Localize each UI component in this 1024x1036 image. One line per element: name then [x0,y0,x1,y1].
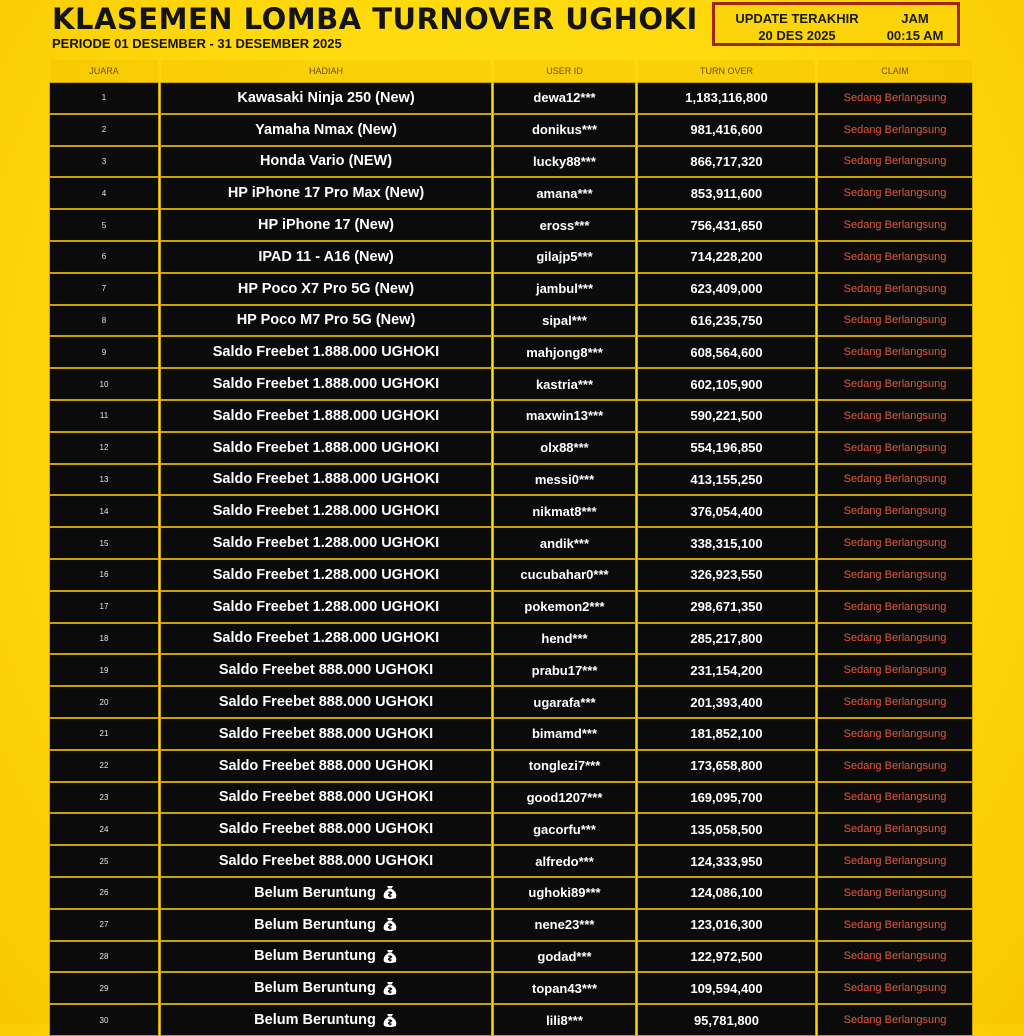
prize-text: Saldo Freebet 1.888.000 UGHOKI [212,407,440,424]
user-id-cell: nikmat8*** [494,496,635,526]
rank-cell: 8 [50,306,158,336]
money-bag-icon [382,981,398,996]
table-row [50,845,972,877]
table-row [50,336,972,368]
claim-status-cell: Sedang Berlangsung [818,242,972,272]
prize-cell [161,369,491,399]
prize-text: Saldo Freebet 1.888.000 UGHOKI [212,344,440,361]
claim-status-cell: Sedang Berlangsung [818,846,972,876]
claim-status-cell: Sedang Berlangsung [818,560,972,590]
prize-cell [161,878,491,908]
table-row [50,654,972,686]
turnover-cell: 122,972,500 [638,942,815,972]
page-title: KLASEMEN LOMBA TURNOVER UGHOKI [52,2,698,36]
turnover-cell: 623,409,000 [638,274,815,304]
column-header-claim: CLAIM [818,60,972,82]
rank-cell: 4 [50,178,158,208]
prize-text: Belum Beruntung [254,884,376,901]
user-id-cell: olx88*** [494,433,635,463]
user-id-cell: cucubahar0*** [494,560,635,590]
turnover-cell: 616,235,750 [638,306,815,336]
claim-status-cell: Sedang Berlangsung [818,814,972,844]
user-id-cell: kastria*** [494,369,635,399]
table-row [50,209,972,241]
prize-text: Honda Vario (NEW) [259,153,393,170]
rank-cell: 25 [50,846,158,876]
time-label: JAM [901,11,929,26]
claim-status-cell: Sedang Berlangsung [818,942,972,972]
rank-cell: 28 [50,942,158,972]
rank-cell: 11 [50,401,158,431]
prize-text: Belum Beruntung [254,916,376,933]
prize-cell [161,274,491,304]
claim-status-cell: Sedang Berlangsung [818,624,972,654]
rank-cell: 27 [50,910,158,940]
rank-cell: 23 [50,783,158,813]
prize-text: HP iPhone 17 (New) [258,217,394,234]
prize-cell [161,687,491,717]
prize-text: Saldo Freebet 1.288.000 UGHOKI [212,630,440,647]
claim-status-cell: Sedang Berlangsung [818,337,972,367]
period-label: PERIODE 01 DESEMBER - 31 DESEMBER 2025 [52,36,342,51]
user-id-cell: bimamd*** [494,719,635,749]
turnover-cell: 590,221,500 [638,401,815,431]
claim-status-cell: Sedang Berlangsung [818,973,972,1003]
prize-cell [161,751,491,781]
claim-status-cell: Sedang Berlangsung [818,178,972,208]
rank-cell: 22 [50,751,158,781]
turnover-cell: 109,594,400 [638,973,815,1003]
column-header-rank: JUARA [50,60,158,82]
claim-status-cell: Sedang Berlangsung [818,306,972,336]
prize-cell [161,496,491,526]
prize-cell [161,242,491,272]
prize-cell [161,846,491,876]
prize-cell [161,783,491,813]
prize-text: Saldo Freebet 1.888.000 UGHOKI [212,376,440,393]
claim-status-cell: Sedang Berlangsung [818,369,972,399]
table-row [50,782,972,814]
leaderboard-table [50,60,972,1028]
rank-cell: 14 [50,496,158,526]
claim-status-cell: Sedang Berlangsung [818,719,972,749]
turnover-cell: 123,016,300 [638,910,815,940]
money-bag-icon [382,917,398,932]
prize-text: Saldo Freebet 1.888.000 UGHOKI [212,439,440,456]
time-value: 00:15 AM [886,28,944,43]
prize-cell [161,910,491,940]
prize-text: Saldo Freebet 888.000 UGHOKI [218,821,434,838]
prize-text: Belum Beruntung [254,980,376,997]
user-id-cell: tonglezi7*** [494,751,635,781]
prize-cell [161,210,491,240]
claim-status-cell: Sedang Berlangsung [818,465,972,495]
table-row [50,909,972,941]
table-row [50,972,972,1004]
table-row [50,146,972,178]
rank-cell: 18 [50,624,158,654]
turnover-cell: 866,717,320 [638,147,815,177]
table-row [50,559,972,591]
table-row [50,591,972,623]
prize-cell [161,560,491,590]
table-row [50,432,972,464]
claim-status-cell: Sedang Berlangsung [818,433,972,463]
prize-cell [161,1005,491,1035]
user-id-cell: ugarafa*** [494,687,635,717]
prize-group [254,980,398,996]
claim-status-cell: Sedang Berlangsung [818,528,972,558]
rank-cell: 17 [50,592,158,622]
user-id-cell: eross*** [494,210,635,240]
prize-text: Kawasaki Ninja 250 (New) [237,89,415,106]
turnover-cell: 231,154,200 [638,655,815,685]
prize-text: IPAD 11 - A16 (New) [258,248,394,265]
table-row [50,368,972,400]
prize-text: Saldo Freebet 1.888.000 UGHOKI [212,471,440,488]
user-id-cell: ughoki89*** [494,878,635,908]
user-id-cell: topan43*** [494,973,635,1003]
column-header-prize: HADIAH [161,60,491,82]
rank-cell: 1 [50,83,158,113]
rank-cell: 19 [50,655,158,685]
table-row [50,305,972,337]
claim-status-cell: Sedang Berlangsung [818,687,972,717]
prize-text: HP Poco X7 Pro 5G (New) [237,280,415,297]
claim-status-cell: Sedang Berlangsung [818,783,972,813]
prize-text: Saldo Freebet 888.000 UGHOKI [218,757,434,774]
prize-cell [161,83,491,113]
prize-cell [161,401,491,431]
turnover-cell: 201,393,400 [638,687,815,717]
prize-text: Saldo Freebet 888.000 UGHOKI [218,694,434,711]
user-id-cell: hend*** [494,624,635,654]
prize-cell [161,942,491,972]
prize-cell [161,592,491,622]
prize-cell [161,306,491,336]
prize-cell [161,465,491,495]
user-id-cell: amana*** [494,178,635,208]
update-info-box [712,2,960,46]
user-id-cell: gacorfu*** [494,814,635,844]
turnover-cell: 602,105,900 [638,369,815,399]
prize-cell [161,178,491,208]
rank-cell: 9 [50,337,158,367]
prize-cell [161,528,491,558]
prize-group [254,1012,398,1028]
rank-cell: 20 [50,687,158,717]
prize-group [254,917,398,933]
prize-text: Belum Beruntung [254,948,376,965]
turnover-cell: 285,217,800 [638,624,815,654]
table-row [50,1004,972,1036]
prize-cell [161,433,491,463]
turnover-cell: 298,671,350 [638,592,815,622]
table-row [50,686,972,718]
prize-text: Saldo Freebet 888.000 UGHOKI [218,662,434,679]
prize-text: Saldo Freebet 1.288.000 UGHOKI [212,598,440,615]
claim-status-cell: Sedang Berlangsung [818,147,972,177]
turnover-cell: 714,228,200 [638,242,815,272]
turnover-cell: 756,431,650 [638,210,815,240]
table-row [50,464,972,496]
update-label: UPDATE TERAKHIR [735,11,859,26]
user-id-cell: sipal*** [494,306,635,336]
turnover-cell: 124,086,100 [638,878,815,908]
rank-cell: 24 [50,814,158,844]
table-row [50,241,972,273]
table-row [50,400,972,432]
user-id-cell: pokemon2*** [494,592,635,622]
rank-cell: 30 [50,1005,158,1035]
prize-text: Saldo Freebet 1.288.000 UGHOKI [212,535,440,552]
user-id-cell: good1207*** [494,783,635,813]
rank-cell: 13 [50,465,158,495]
turnover-cell: 1,183,116,800 [638,83,815,113]
prize-text: Saldo Freebet 888.000 UGHOKI [218,853,434,870]
prize-cell [161,719,491,749]
user-id-cell: jambul*** [494,274,635,304]
table-row [50,623,972,655]
turnover-cell: 169,095,700 [638,783,815,813]
claim-status-cell: Sedang Berlangsung [818,496,972,526]
prize-text: Belum Beruntung [254,1012,376,1028]
turnover-cell: 608,564,600 [638,337,815,367]
prize-text: Yamaha Nmax (New) [255,121,397,138]
claim-status-cell: Sedang Berlangsung [818,655,972,685]
table-row [50,273,972,305]
update-date: 20 DES 2025 [758,28,836,43]
prize-group [254,948,398,964]
rank-cell: 21 [50,719,158,749]
turnover-cell: 338,315,100 [638,528,815,558]
column-header-user-id: USER ID [494,60,635,82]
user-id-cell: godad*** [494,942,635,972]
turnover-cell: 95,781,800 [638,1005,815,1035]
user-id-cell: andik*** [494,528,635,558]
prize-text: Saldo Freebet 1.288.000 UGHOKI [212,566,440,583]
prize-cell [161,655,491,685]
claim-status-cell: Sedang Berlangsung [818,1005,972,1035]
turnover-cell: 181,852,100 [638,719,815,749]
user-id-cell: alfredo*** [494,846,635,876]
table-row [50,750,972,782]
rank-cell: 29 [50,973,158,1003]
table-row [50,813,972,845]
prize-cell [161,624,491,654]
user-id-cell: dewa12*** [494,83,635,113]
turnover-cell: 376,054,400 [638,496,815,526]
claim-status-cell: Sedang Berlangsung [818,592,972,622]
prize-text: Saldo Freebet 1.288.000 UGHOKI [212,503,440,520]
claim-status-cell: Sedang Berlangsung [818,115,972,145]
table-body [50,82,972,1036]
claim-status-cell: Sedang Berlangsung [818,910,972,940]
money-bag-icon [382,949,398,964]
table-row [50,941,972,973]
claim-status-cell: Sedang Berlangsung [818,210,972,240]
turnover-cell: 981,416,600 [638,115,815,145]
table-row [50,114,972,146]
claim-status-cell: Sedang Berlangsung [818,878,972,908]
user-id-cell: gilajp5*** [494,242,635,272]
rank-cell: 15 [50,528,158,558]
user-id-cell: lili8*** [494,1005,635,1035]
user-id-cell: mahjong8*** [494,337,635,367]
rank-cell: 26 [50,878,158,908]
rank-cell: 16 [50,560,158,590]
turnover-cell: 173,658,800 [638,751,815,781]
money-bag-icon [382,885,398,900]
prize-group [254,885,398,901]
table-header [50,60,972,82]
rank-cell: 3 [50,147,158,177]
user-id-cell: donikus*** [494,115,635,145]
rank-cell: 6 [50,242,158,272]
table-row [50,877,972,909]
prize-text: HP Poco M7 Pro 5G (New) [236,312,416,329]
rank-cell: 12 [50,433,158,463]
column-header-turnover: TURN OVER [638,60,815,82]
table-row [50,527,972,559]
user-id-cell: messi0*** [494,465,635,495]
prize-cell [161,814,491,844]
table-row [50,718,972,750]
claim-status-cell: Sedang Berlangsung [818,751,972,781]
user-id-cell: prabu17*** [494,655,635,685]
rank-cell: 5 [50,210,158,240]
claim-status-cell: Sedang Berlangsung [818,274,972,304]
table-row [50,495,972,527]
prize-text: HP iPhone 17 Pro Max (New) [227,185,425,202]
claim-status-cell: Sedang Berlangsung [818,401,972,431]
turnover-cell: 135,058,500 [638,814,815,844]
prize-text: Saldo Freebet 888.000 UGHOKI [218,725,434,742]
user-id-cell: maxwin13*** [494,401,635,431]
prize-cell [161,115,491,145]
prize-cell [161,337,491,367]
table-row [50,82,972,114]
prize-cell [161,147,491,177]
prize-text: Saldo Freebet 888.000 UGHOKI [218,789,434,806]
rank-cell: 10 [50,369,158,399]
user-id-cell: nene23*** [494,910,635,940]
rank-cell: 2 [50,115,158,145]
money-bag-icon [382,1013,398,1028]
prize-cell [161,973,491,1003]
turnover-cell: 124,333,950 [638,846,815,876]
turnover-cell: 853,911,600 [638,178,815,208]
rank-cell: 7 [50,274,158,304]
turnover-cell: 554,196,850 [638,433,815,463]
claim-status-cell: Sedang Berlangsung [818,83,972,113]
turnover-cell: 326,923,550 [638,560,815,590]
turnover-cell: 413,155,250 [638,465,815,495]
table-row [50,177,972,209]
user-id-cell: lucky88*** [494,147,635,177]
